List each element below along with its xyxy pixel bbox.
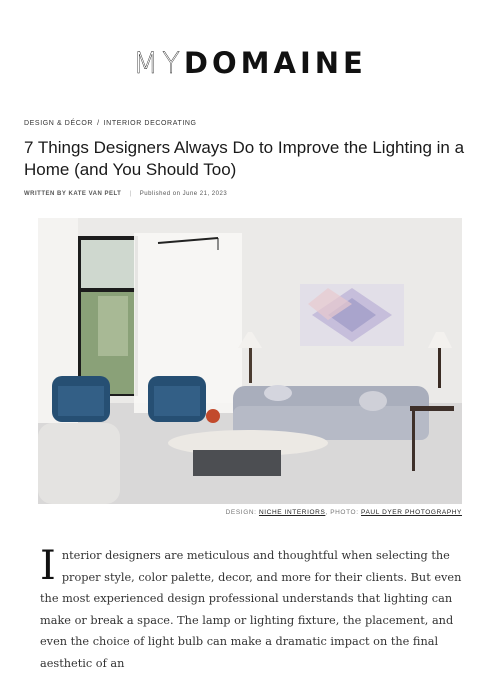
- hero-image: [38, 218, 462, 504]
- drop-cap: I: [40, 543, 56, 589]
- author-link[interactable]: KATE VAN PELT: [68, 191, 122, 197]
- byline-prefix: WRITTEN BY: [24, 191, 67, 197]
- breadcrumb: [24, 120, 197, 127]
- article-title: 7 Things Designers Always Do to Improve the Lighting in a Home (and You Should Too): [24, 138, 465, 179]
- site-logo[interactable]: [0, 46, 500, 80]
- credit-design-label: DESIGN:: [225, 509, 257, 516]
- logo-my: MY: [133, 46, 184, 80]
- living-room-photo: [38, 218, 462, 504]
- credit-design-link[interactable]: NICHE INTERIORS: [258, 509, 326, 516]
- armchair-right: [148, 376, 206, 422]
- intro-text: nterior designers are meticulous and thoughtful when selecting the proper style, color palette, decor, and more for their clients. But even the most experienced design professional understands that lighting can make or break a space. The lamp or lighting fixture, the placement, and even the choice of light bulb can make a dramatic impact on the final aesthetic of an: [40, 549, 462, 670]
- byline-divider: |: [129, 191, 132, 197]
- breadcrumb-interior-decorating[interactable]: INTERIOR DECORATING: [103, 120, 197, 127]
- breadcrumb-separator: /: [97, 120, 100, 127]
- armchair-left: [52, 376, 110, 422]
- article-intro: [40, 545, 464, 674]
- publish-date: Published on June 21, 2023: [139, 191, 228, 197]
- photo-credit: [226, 509, 462, 516]
- logo-domaine: DOMAINE: [183, 46, 367, 80]
- credit-photo-label: , PHOTO:: [325, 509, 359, 516]
- breadcrumb-design-decor[interactable]: DESIGN & DÉCOR: [24, 120, 94, 127]
- byline: [24, 191, 227, 197]
- wall-artwork: [300, 284, 404, 346]
- credit-photo-link[interactable]: PAUL DYER PHOTOGRAPHY: [361, 509, 462, 516]
